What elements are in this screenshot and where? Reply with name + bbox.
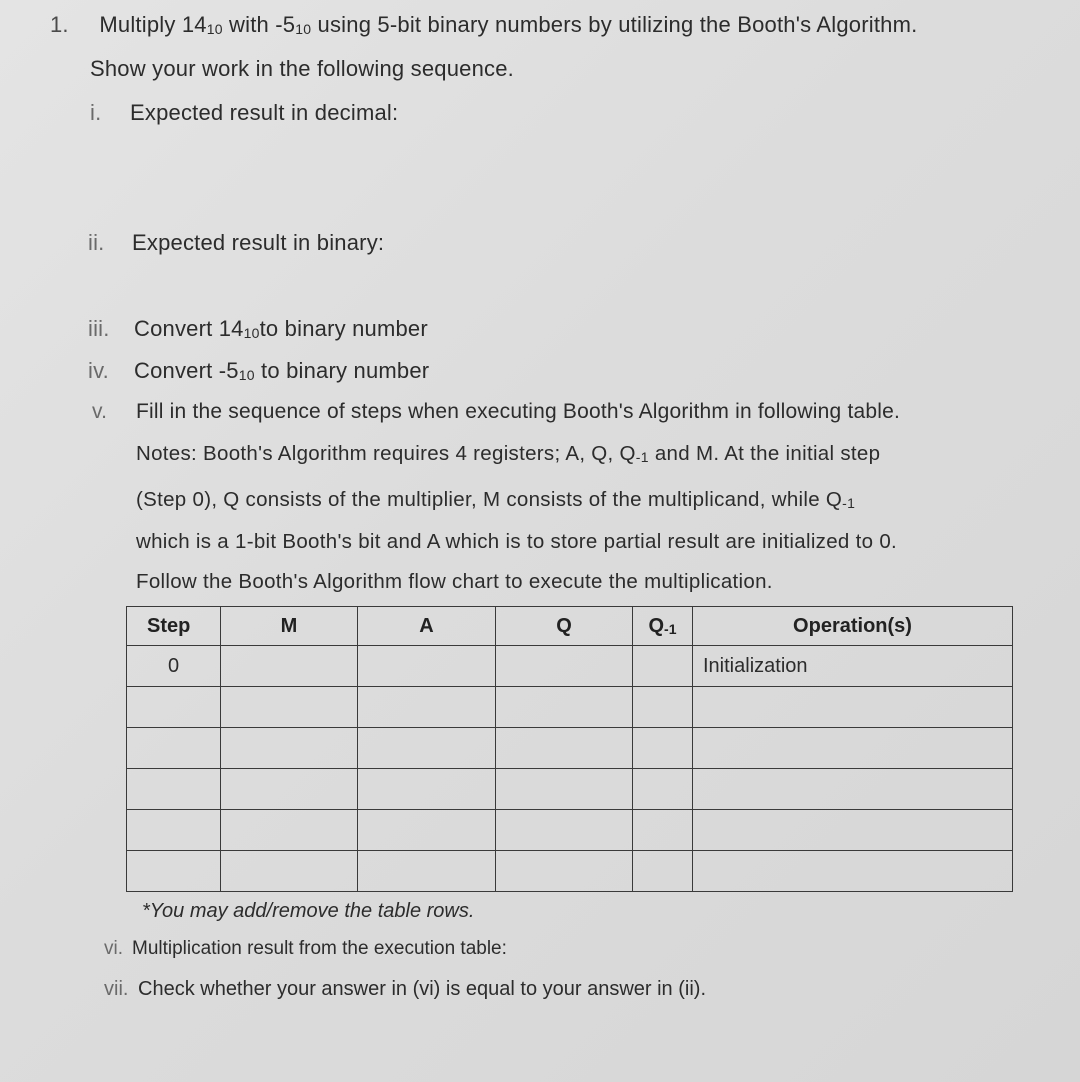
notes-3-text: which is a 1-bit Booth's bit and A which is to store partial result are initialized to 0. (136, 530, 898, 553)
item-ii (88, 230, 384, 256)
cell-q[interactable] (496, 646, 633, 687)
question-line-2 (90, 56, 514, 82)
cell-operation[interactable] (693, 851, 1013, 892)
cell-q-minus-1[interactable] (633, 810, 693, 851)
item-vi-text: Multiplication result from the execution table: (132, 938, 507, 959)
cell-q[interactable] (496, 851, 633, 892)
notes-2-pre: (Step 0), Q consists of the multiplier, M consists of the multiplicand, while Q (136, 488, 843, 511)
notes-1-pre: Notes: Booth's Algorithm requires 4 registers; A, Q, Q (136, 442, 636, 465)
cell-a[interactable] (358, 646, 496, 687)
cell-m[interactable] (221, 687, 358, 728)
item-iii-text-post: to binary number (259, 316, 428, 341)
cell-step[interactable] (127, 851, 221, 892)
cell-operation[interactable] (693, 728, 1013, 769)
header-step: Step (127, 607, 221, 646)
item-iv-text-pre: Convert -5 (134, 358, 239, 383)
cell-m[interactable] (221, 810, 358, 851)
cell-operation[interactable]: Initialization (693, 646, 1013, 687)
cell-q-minus-1[interactable] (633, 851, 693, 892)
item-v-text: Fill in the sequence of steps when executing Booth's Algorithm in following table. (136, 400, 901, 423)
question-instructions: Show your work in the following sequence. (90, 56, 514, 81)
header-q-minus-1-base: Q (648, 614, 665, 637)
item-iii-numeral: iii. (88, 316, 110, 341)
item-vii-text: Check whether your answer in (vi) is equal to your answer in (ii). (138, 978, 706, 1000)
cell-q[interactable] (496, 728, 633, 769)
header-q-minus-1 (633, 607, 693, 646)
cell-step[interactable] (127, 687, 221, 728)
cell-step[interactable] (127, 769, 221, 810)
header-m: M (221, 607, 358, 646)
cell-q-minus-1[interactable] (633, 769, 693, 810)
question-line-1 (50, 12, 917, 38)
question-text-post: using 5-bit binary numbers by utilizing the Booth's Algorithm. (311, 12, 918, 37)
table-row (127, 687, 1013, 728)
cell-m[interactable] (221, 769, 358, 810)
question-subscript-2: 10 (295, 21, 312, 37)
cell-a[interactable] (358, 810, 496, 851)
item-iv-subscript: 10 (238, 367, 255, 383)
item-iv-numeral: iv. (88, 358, 109, 383)
booth-table (126, 606, 1013, 892)
item-v-notes-1 (136, 442, 880, 466)
item-vii-numeral: vii. (104, 978, 129, 1000)
item-vii (104, 978, 706, 1001)
item-v-notes-3 (136, 530, 897, 554)
cell-q-minus-1[interactable] (633, 687, 693, 728)
item-iv-text-post: to binary number (254, 358, 430, 383)
table-row (127, 728, 1013, 769)
cell-m[interactable] (221, 851, 358, 892)
cell-operation[interactable] (693, 810, 1013, 851)
question-text-pre: Multiply 14 (99, 12, 207, 37)
item-iv (88, 358, 429, 384)
table-row (127, 851, 1013, 892)
table-row (127, 810, 1013, 851)
header-q: Q (496, 607, 633, 646)
item-iii-text-pre: Convert 14 (134, 316, 244, 341)
table-footnote: *You may add/remove the table rows. (142, 900, 475, 922)
item-vi-numeral: vi. (104, 938, 123, 959)
cell-step[interactable] (127, 728, 221, 769)
item-ii-numeral: ii. (88, 230, 105, 255)
cell-step[interactable]: 0 (127, 646, 221, 687)
cell-operation[interactable] (693, 769, 1013, 810)
cell-operation[interactable] (693, 687, 1013, 728)
header-q-minus-1-subscript: -1 (664, 620, 677, 637)
table-header-row (127, 607, 1013, 646)
cell-a[interactable] (358, 728, 496, 769)
item-vi (104, 938, 507, 960)
cell-q-minus-1[interactable] (633, 728, 693, 769)
header-operation: Operation(s) (693, 607, 1013, 646)
item-iii (88, 316, 428, 342)
question-text-mid: with -5 (222, 12, 296, 37)
cell-a[interactable] (358, 851, 496, 892)
cell-a[interactable] (358, 769, 496, 810)
header-a: A (358, 607, 496, 646)
notes-4-text: Follow the Booth's Algorithm flow chart to execute the multiplication. (136, 570, 773, 593)
item-v-notes-4 (136, 570, 773, 594)
notes-1-subscript: -1 (635, 449, 649, 465)
table-row (127, 646, 1013, 687)
cell-q[interactable] (496, 810, 633, 851)
cell-q[interactable] (496, 769, 633, 810)
cell-q-minus-1[interactable] (633, 646, 693, 687)
cell-m[interactable] (221, 646, 358, 687)
item-v-numeral: v. (92, 400, 108, 423)
question-number: 1. (50, 12, 69, 37)
item-ii-text: Expected result in binary: (132, 230, 385, 255)
table-row (127, 769, 1013, 810)
item-v (92, 400, 900, 424)
cell-m[interactable] (221, 728, 358, 769)
item-v-notes-2 (136, 488, 855, 512)
question-subscript-1: 10 (206, 21, 223, 37)
item-i-text: Expected result in decimal: (130, 100, 399, 125)
item-iii-subscript: 10 (243, 325, 260, 341)
item-i-numeral: i. (90, 100, 102, 125)
cell-step[interactable] (127, 810, 221, 851)
notes-1-post: and M. At the initial step (648, 442, 881, 465)
cell-a[interactable] (358, 687, 496, 728)
item-i (90, 100, 398, 126)
notes-2-subscript: -1 (842, 495, 856, 511)
cell-q[interactable] (496, 687, 633, 728)
